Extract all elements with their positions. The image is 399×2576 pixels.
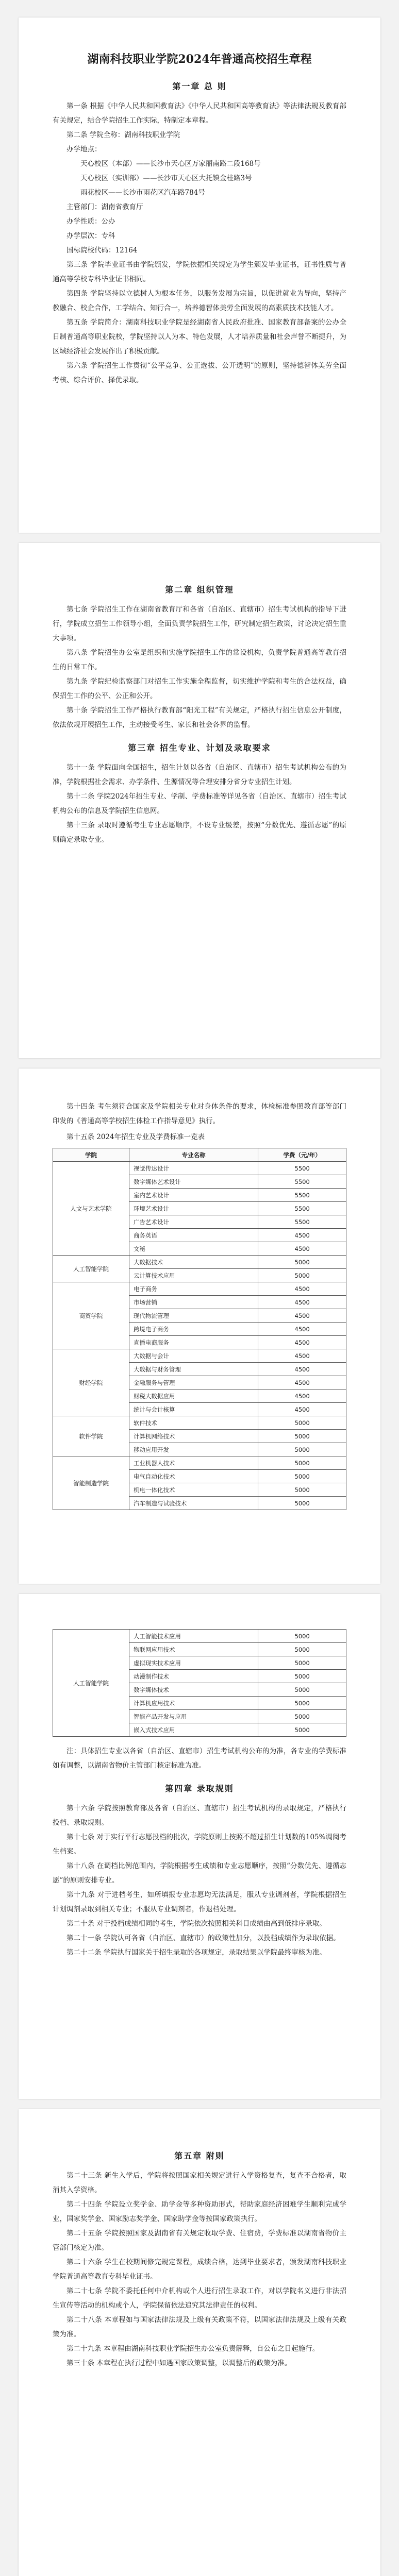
fee-cell: 5000 [258,1630,346,1643]
major-cell: 文秘 [129,1242,258,1256]
major-cell: 汽车制造与试验技术 [129,1497,258,1510]
major-cell: 物联网应用技术 [129,1643,258,1656]
fee-cell: 5500 [258,1175,346,1189]
article-3: 第三条 学院毕业证书由学院颁发，学院依据相关规定为学生颁发毕业证书，证书性质与普通高等学校专科毕业证书相同。 [53,261,346,283]
table-row [53,1256,346,1269]
fee-cell: 5000 [258,1643,346,1656]
article-20: 第二十条 对于投档成绩相同的考生，学院依次按照相关科目成绩由高到低排序录取。 [66,1920,326,1928]
article-7: 第七条 学院招生工作在湖南省教育厅和各省（自治区、直辖市）招生考试机构的指导下进行，学院成立招生工作领导小组，全面负责学院招生工作，研究制定招生政策，讨论决定招生重大事项。 [53,605,346,642]
article-1: 第一条 根据《中华人民共和国教育法》《中华人民共和国高等教育法》等法律法规及教育部有关规定，结合学院招生工作实际，特制定本章程。 [53,102,346,125]
major-cell: 统计与会计核算 [129,1403,258,1416]
article-13: 第十三条 录取时遵循考生专业志愿顺序，不设专业级差，按照“分数优先、遵循志愿”的原则确定录取专业。 [53,821,346,844]
fee-cell: 5500 [258,1189,346,1202]
major-cell: 动漫制作技术 [129,1670,258,1683]
majors-table [53,1148,346,1510]
fee-cell: 4500 [258,1309,346,1323]
fee-cell: 5000 [258,1697,346,1710]
article-21: 第二十一条 学院认可各省（自治区、直辖市）的政策性加分，以投档成绩作为录取依据。 [66,1934,340,1942]
major-cell: 跨境电子商务 [129,1323,258,1336]
fee-cell: 5000 [258,1670,346,1683]
fee-cell: 5000 [258,1497,346,1510]
article-10: 第十条 学院招生工作严格执行教育部“阳光工程”有关规定，严格执行招生信息公开制度，依法依规开展招生工作，主动接受考生、家长和社会各界的监督。 [53,706,346,729]
article-27: 第二十七条 学院不委托任何中介机构或个人进行招生录取工作，对以学院名义进行非法招生宣传等活动的机构或个人，学院保留依法追究其法律责任的权利。 [53,2287,346,2310]
fee-cell: 5000 [258,1443,346,1456]
major-cell: 视觉传达设计 [129,1162,258,1175]
major-cell: 软件技术 [129,1416,258,1430]
article-14: 第十四条 考生须符合国家及学院相关专业对身体条件的要求，体检标准参照教育部等部门印发的《普通高等学校招生体检工作指导意见》执行。 [53,1103,346,1125]
major-cell: 市场营销 [129,1296,258,1309]
dept-cell: 软件学院 [53,1416,129,1456]
major-cell: 大数据技术 [129,1256,258,1269]
chapter-4-heading: 第四章 录取规则 [165,1784,234,1793]
fee-cell: 5000 [258,1656,346,1670]
fee-cell: 5000 [258,1256,346,1269]
chapter-1-heading: 第一章 总 则 [172,81,227,91]
article-28: 第二十八条 本章程如与国家法律法规及上级有关政策不符，以国家法律法规及上级有关政策为准。 [53,2316,346,2338]
info-line: 国标院校代码：12164 [66,246,138,255]
fee-cell: 4500 [258,1296,346,1309]
table-row [53,1349,346,1363]
document-page-1 [19,18,380,533]
article-6: 第六条 学院招生工作贯彻“公平竞争、公正选拔、公开透明”的原则，坚持德智体美劳全面考核、综合评价、择优录取。 [53,362,346,384]
fee-cell: 5500 [258,1215,346,1229]
major-cell: 计算机网络技术 [129,1430,258,1443]
article-30: 第三十条 本章程在执行过程中如遇国家政策调整，以调整后的政策为准。 [66,2359,292,2367]
fee-cell: 5500 [258,1202,346,1215]
fee-cell: 4500 [258,1363,346,1376]
article-17: 第十七条 对于实行平行志愿投档的批次，学院原则上按照不超过招生计划数的105%调阅考生档案。 [53,1833,346,1856]
table-row [53,1282,346,1296]
fee-cell: 4500 [258,1403,346,1416]
fee-cell: 5000 [258,1483,346,1497]
table-note: 注：具体招生专业以各省（自治区、直辖市）招生考试机构公布的为准，各专业的学费标准如有调整，以湖南省物价主管部门核定标准为准。 [53,1747,346,1770]
fee-cell: 4500 [258,1349,346,1363]
major-cell: 电子商务 [129,1282,258,1296]
column-header-major: 专业名称 [129,1148,258,1162]
major-cell: 机电一体化技术 [129,1483,258,1497]
document-page-3 [19,1069,380,1584]
dept-cell: 人文与艺术学院 [53,1162,129,1256]
fee-cell: 5000 [258,1710,346,1723]
info-line: 天心校区（本部）——长沙市天心区万家丽南路二段168号 [80,160,261,168]
info-line: 雨花校区——长沙市雨花区汽车路784号 [80,189,205,197]
chapter-3-heading: 第三章 招生专业、计划及录取要求 [128,743,271,753]
major-cell: 智能产品开发与应用 [129,1710,258,1723]
major-cell: 现代物流管理 [129,1309,258,1323]
fee-cell: 5000 [258,1456,346,1470]
major-cell: 商务英语 [129,1229,258,1242]
major-cell: 金融服务与管理 [129,1376,258,1389]
fee-cell: 4500 [258,1282,346,1296]
fee-cell: 4500 [258,1376,346,1389]
article-22: 第二十二条 学院执行国家关于招生录取的各项规定，录取结果以学院最终审核为准。 [66,1948,326,1957]
article-16: 第十六条 学院按照教育部及各省（自治区、直辖市）招生考试机构的录取规定，严格执行投档、录取规则。 [53,1804,346,1827]
article-18: 第十八条 在调档比例范围内，学院根据考生成绩和专业志愿顺序，按照“分数优先、遵循志愿”的原则安排专业。 [53,1862,346,1885]
dept-cell: 智能制造学院 [53,1456,129,1510]
article-29: 第二十九条 本章程由湖南科技职业学院招生办公室负责解释，自公布之日起施行。 [66,2345,320,2353]
article-2: 第二条 学院全称：湖南科技职业学院 [66,131,180,139]
majors-table-continued [53,1629,346,1737]
chapter-5-heading: 第五章 附则 [174,2151,225,2161]
fee-cell: 4500 [258,1242,346,1256]
info-line: 办学地点： [66,145,102,154]
article-25: 第二十五条 学院按照国家及湖南省有关规定收取学费、住宿费，学费标准以湖南省物价主管部门核定为准。 [53,2229,346,2252]
article-8: 第八条 学院招生办公室是组织和实施学院招生工作的常设机构，负责学院普通高等教育招生的日常工作。 [53,649,346,671]
table-row [53,1456,346,1470]
dept-cell: 财经学院 [53,1349,129,1416]
article-26: 第二十六条 学生在校期间修完规定课程，成绩合格，达到毕业要求者，颁发湖南科技职业学院普通高等教育专科毕业证书。 [53,2258,346,2281]
major-cell: 大数据与财务管理 [129,1363,258,1376]
major-cell: 计算机应用技术 [129,1697,258,1710]
major-cell: 直播电商服务 [129,1336,258,1349]
major-cell: 工业机器人技术 [129,1456,258,1470]
article-11: 第十一条 学院面向全国招生，招生计划以各省（自治区、直辖市）招生考试机构公布的为准，学院根据社会需求、办学条件、生源情况等合理安排分省分专业招生计划。 [53,764,346,786]
major-cell: 数字媒体技术 [129,1683,258,1697]
info-line: 主管部门：湖南省教育厅 [66,203,143,211]
article-9: 第九条 学院纪检监察部门对招生工作实施全程监督，切实维护学院和考生的合法权益，确保招生工作的公平、公正和公开。 [53,677,346,700]
major-cell: 人工智能技术应用 [129,1630,258,1643]
table-caption: 第十五条 2024年招生专业及学费标准一览表 [66,1133,205,1141]
fee-cell: 5000 [258,1470,346,1483]
fee-cell: 5500 [258,1162,346,1175]
major-cell: 云计算技术应用 [129,1269,258,1282]
dept-cell: 商贸学院 [53,1282,129,1349]
major-cell: 环境艺术设计 [129,1202,258,1215]
major-cell: 嵌入式技术应用 [129,1723,258,1737]
table-row [53,1162,346,1175]
table-row [53,1630,346,1643]
dept-cell: 人工智能学院 [53,1256,129,1282]
fee-cell: 4500 [258,1323,346,1336]
article-19: 第十九条 对于进档考生，如所填报专业志愿均无法满足，服从专业调剂者，学院根据招生计划调剂录取到相关专业；不服从专业调剂者，作退档处理。 [53,1891,346,1913]
dept-cell: 人工智能学院 [53,1630,129,1737]
document-title: 湖南科技职业学院2024年普通高校招生章程 [87,53,312,66]
major-cell: 财税大数据应用 [129,1389,258,1403]
major-cell: 广告艺术设计 [129,1215,258,1229]
major-cell: 数字媒体艺术设计 [129,1175,258,1189]
document-page-5 [19,2109,380,2576]
major-cell: 虚拟现实技术应用 [129,1656,258,1670]
table-header-row [53,1148,346,1162]
table-row [53,1416,346,1430]
major-cell: 电气自动化技术 [129,1470,258,1483]
fee-cell: 5000 [258,1269,346,1282]
document-page-2 [19,543,380,1058]
fee-cell: 4500 [258,1229,346,1242]
article-5: 第五条 学院简介：湖南科技职业学院是经湖南省人民政府批准、国家教育部备案的公办全日制普通高等职业院校，学院坚持以人为本、特色发展，人才培养质量和社会声誉不断提升，为区域经济社会发展作出了积极贡献。 [53,318,346,355]
chapter-2-heading: 第二章 组织管理 [165,585,234,595]
info-line: 办学层次：专科 [66,232,115,240]
fee-cell: 5000 [258,1683,346,1697]
info-line: 天心校区（实训部）——长沙市天心区大托镇金桂路3号 [80,174,252,182]
article-23: 第二十三条 新生入学后，学院将按照国家相关规定进行入学资格复查，复查不合格者，取消其入学资格。 [53,2172,346,2194]
info-line: 办学性质：公办 [66,217,115,226]
fee-cell: 5000 [258,1430,346,1443]
document-page-4 [19,1594,380,2099]
fee-cell: 5000 [258,1723,346,1737]
fee-cell: 4500 [258,1336,346,1349]
article-4: 第四条 学院坚持以立德树人为根本任务，以服务发展为宗旨，以促进就业为导向，坚持产教融合、校企合作，工学结合、知行合一，培养德智体美劳全面发展的高素质技术技能人才。 [53,290,346,312]
major-cell: 室内艺术设计 [129,1189,258,1202]
column-header-fee: 学费（元/年） [258,1148,346,1162]
article-12: 第十二条 学院2024年招生专业、学制、学费标准等详见各省（自治区、直辖市）招生考试机构公布的信息及学院招生信息网。 [53,792,346,815]
article-24: 第二十四条 学院设立奖学金、助学金等多种资助形式，帮助家庭经济困难学生顺利完成学业，国家奖学金、国家励志奖学金、国家助学金等按国家政策执行。 [53,2200,346,2223]
major-cell: 大数据与会计 [129,1349,258,1363]
fee-cell: 4500 [258,1389,346,1403]
fee-cell: 5000 [258,1416,346,1430]
major-cell: 移动应用开发 [129,1443,258,1456]
column-header-dept: 学院 [53,1148,129,1162]
